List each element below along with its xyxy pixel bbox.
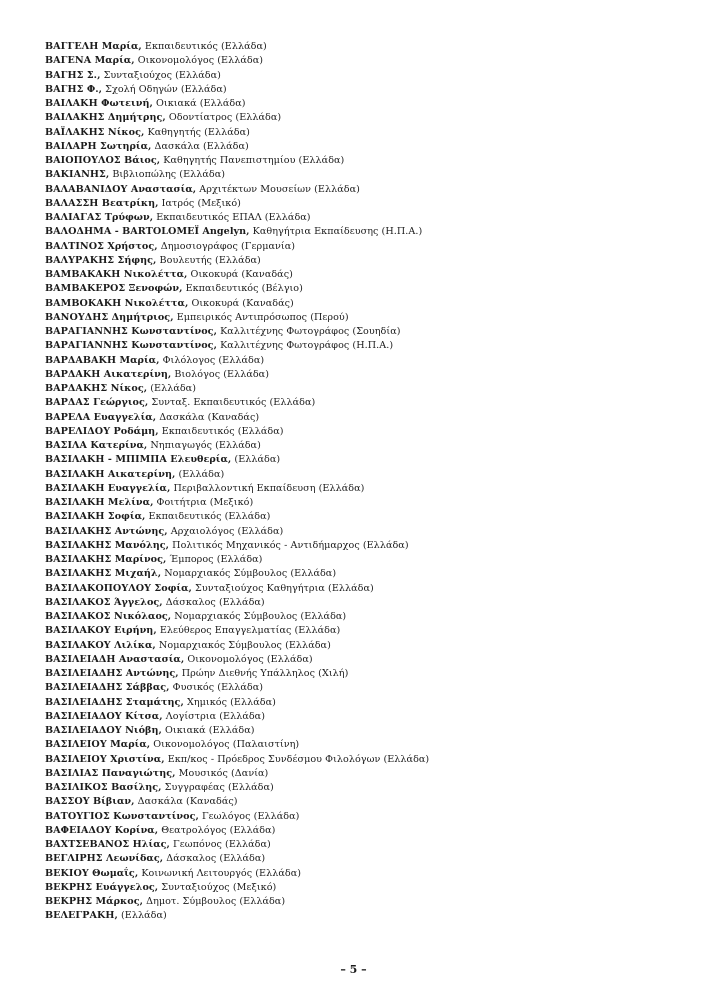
- entry-name: ΒΑΣΙΛΕΙΑΔΗΣ Αντώνης,: [45, 668, 179, 679]
- list-item: [45, 268, 685, 282]
- entry-info: Νομαρχιακός Σύμβουλος (Ελλάδα): [155, 639, 331, 651]
- entry-info: Οικονομολόγος (Παλαιστίνη): [150, 739, 300, 751]
- entry-name: ΒΑΣΙΛΑΚΗΣ Μανόλης,: [45, 539, 170, 551]
- entry-name: ΒΑΣΙΛΕΙΟΥ Χριστίνα,: [45, 753, 165, 765]
- list-item: [45, 753, 685, 767]
- entry-info: Δημοσιογράφος (Γερμανία): [157, 240, 296, 252]
- entry-info: Σχολή Οδηγών (Ελλάδα): [102, 83, 227, 95]
- entry-info: Οικοκυρά (Καναδάς): [187, 269, 293, 280]
- entry-info: Οικοκυρά (Καναδάς): [188, 297, 294, 309]
- entry-name: ΒΑΣΙΛΕΙΑΔΗΣ Σάββας,: [45, 682, 170, 694]
- entry-info: Λογίστρια (Ελλάδα): [162, 710, 266, 722]
- entry-name: ΒΕΚΡΗΣ Ευάγγελος,: [45, 881, 159, 893]
- list-item: [45, 610, 685, 624]
- entry-info: (Ελλάδα): [175, 468, 225, 480]
- entry-name: ΒΑΣΙΛΑΚΟΣ Άγγελος,: [45, 596, 163, 608]
- entry-name: ΒΑΛΑΣΣΗ Βεατρίκη,: [45, 197, 159, 209]
- entry-name: ΒΑΣΙΛΑΚΗΣ Αντώνης,: [45, 525, 168, 537]
- entry-info: Βουλευτής (Ελλάδα): [156, 254, 261, 266]
- entry-name: ΒΕΚΡΗΣ Μάρκος,: [45, 896, 144, 907]
- entry-info: Εμπειρικός Αντιπρόσωπος (Περού): [173, 311, 349, 323]
- entry-name: ΒΑΣΙΛΑΚΗ Μελίνα,: [45, 497, 154, 508]
- list-item: [45, 795, 685, 809]
- list-item: [45, 54, 685, 68]
- entry-name: ΒΑΜΒΑΚΕΡΟΣ Ξενοφών,: [45, 283, 183, 295]
- list-item: [45, 724, 685, 738]
- list-item: [45, 197, 685, 211]
- entry-info: Εκπαιδευτικός (Ελλάδα): [158, 425, 284, 437]
- list-item: [45, 40, 685, 54]
- list-item: [45, 311, 685, 325]
- entry-name: ΒΑΙΛΑΚΗ Φωτεινή,: [45, 98, 153, 109]
- list-item: [45, 738, 685, 752]
- entry-name: ΒΑΛΑΒΑΝΙΔΟΥ Αναστασία,: [45, 183, 197, 195]
- entry-name: ΒΑΝΟΥΔΗΣ Δημήτριος,: [45, 311, 174, 323]
- entry-name: ΒΑΡΔΑΣ Γεώργιος,: [45, 397, 149, 409]
- list-item: [45, 69, 685, 83]
- entry-name: ΒΑΣΙΛΕΙΑΔΟΥ Κίτσα,: [45, 710, 163, 722]
- list-item: [45, 895, 685, 909]
- entry-info: (Ελλάδα): [147, 383, 197, 394]
- list-item: [45, 867, 685, 881]
- entry-name: ΒΑΓΓΕΛΗ Μαρία,: [45, 41, 142, 52]
- entry-info: Νομαρχιακός Σύμβουλος (Ελλάδα): [161, 568, 337, 580]
- entry-info: Εκπαιδευτικός ΕΠΑΛ (Ελλάδα): [153, 212, 311, 223]
- entry-info: Εκπαιδευτικός (Βέλγιο): [182, 283, 303, 295]
- list-item: [45, 240, 685, 254]
- entry-name: ΒΑΡΔΑΒΑΚΗ Μαρία,: [45, 354, 160, 366]
- list-item: [45, 510, 685, 524]
- entry-name: ΒΑΡΔΑΚΗΣ Νίκος,: [45, 383, 148, 394]
- entry-info: Γεωπόνος (Ελλάδα): [169, 839, 271, 850]
- entry-info: Καθηγητής (Ελλάδα): [144, 126, 250, 138]
- list-item: [45, 567, 685, 581]
- list-item: [45, 582, 685, 596]
- entry-name: ΒΑΣΙΛΑΚΟΣ Νικόλαος,: [45, 611, 172, 622]
- entry-info: Συνταξ. Εκπαιδευτικός (Ελλάδα): [148, 397, 316, 409]
- entry-name: ΒΑΣΙΛΑ Κατερίνα,: [45, 440, 148, 451]
- list-item: [45, 339, 685, 353]
- entry-info: Χημικός (Ελλάδα): [183, 696, 276, 708]
- list-item: [45, 810, 685, 824]
- entry-info: Δημοτ. Σύμβουλος (Ελλάδα): [143, 896, 286, 907]
- list-item: [45, 382, 685, 396]
- entry-info: Πολιτικός Μηχανικός - Αντιδήμαρχος (Ελλάδα): [169, 539, 409, 551]
- entry-info: Δασκάλα (Καναδάς): [156, 411, 260, 423]
- list-item: [45, 624, 685, 638]
- entry-name: ΒΑΣΙΛΑΚΗ Σοφία,: [45, 511, 146, 523]
- entry-info: Δάσκαλος (Ελλάδα): [163, 853, 266, 865]
- list-item: [45, 881, 685, 895]
- list-item: [45, 596, 685, 610]
- list-item: [45, 482, 685, 496]
- list-item: [45, 97, 685, 111]
- list-item: [45, 824, 685, 838]
- entry-name: ΒΑΣΙΛΑΚΗ Ευαγγελία,: [45, 482, 171, 494]
- entry-info: Οικονομολόγος (Ελλάδα): [134, 55, 264, 67]
- entry-info: Δασκάλα (Ελλάδα): [151, 140, 249, 152]
- list-item: [45, 653, 685, 667]
- list-item: [45, 710, 685, 724]
- entry-name: ΒΑΡΑΓΙΑΝΝΗΣ Κωνσταντίνος,: [45, 326, 217, 337]
- entry-info: Εκπαιδευτικός (Ελλάδα): [145, 511, 271, 523]
- list-item: [45, 282, 685, 296]
- entry-name: ΒΑΙΟΠΟΥΛΟΣ Βάιος,: [45, 155, 161, 166]
- list-item: [45, 496, 685, 510]
- entry-name: ΒΑΣΙΛΑΚΗΣ Μαρίνος,: [45, 554, 167, 565]
- entry-name: ΒΑΣΙΛΑΚΗ Αικατερίνη,: [45, 468, 176, 480]
- entry-name: ΒΑΜΒΟΚΑΚΗ Νικολέττα,: [45, 297, 189, 309]
- list-item: [45, 781, 685, 795]
- entry-name: ΒΑΣΙΛΙΚΟΣ Βασίλης,: [45, 782, 162, 793]
- entry-name: ΒΑΣΙΛΑΚΟΥ Ειρήνη,: [45, 625, 157, 637]
- entry-name: ΒΑΛΥΡΑΚΗΣ Σήφης,: [45, 254, 157, 266]
- entry-info: Βιβλιοπώλης (Ελλάδα): [109, 169, 226, 181]
- list-item: [45, 126, 685, 140]
- list-item: [45, 83, 685, 97]
- entry-name: ΒΑΓΗΣ Σ.,: [45, 69, 101, 81]
- list-item: [45, 368, 685, 382]
- list-item: [45, 396, 685, 410]
- list-item: [45, 168, 685, 182]
- list-item: [45, 696, 685, 710]
- entry-info: Συνταξιούχος Καθηγήτρια (Ελλάδα): [191, 582, 374, 594]
- entry-info: Συγγραφέας (Ελλάδα): [161, 782, 274, 793]
- entry-name: ΒΑΚΙΑΝΗΣ,: [45, 169, 110, 181]
- entry-name: ΒΑΡΑΓΙΑΝΝΗΣ Κωνσταντίνος,: [45, 340, 217, 352]
- entry-info: Κοινωνική Λειτουργός (Ελλάδα): [138, 867, 302, 879]
- list-item: [45, 667, 685, 681]
- list-item: [45, 211, 685, 225]
- entry-name: ΒΑΛΤΙΝΟΣ Χρήστος,: [45, 240, 158, 252]
- entry-info: Γεωλόγος (Ελλάδα): [198, 810, 300, 822]
- list-item: [45, 681, 685, 695]
- entry-name: ΒΕΓΛΙΡΗΣ Λεωνίδας,: [45, 853, 164, 865]
- entry-name: ΒΑΛΟΔΗΜΑ - BARTOLOMEÏ Angelyn,: [45, 226, 250, 238]
- entry-info: Καθηγήτρια Εκπαίδευσης (Η.Π.Α.): [249, 226, 423, 238]
- list-item: [45, 539, 685, 553]
- entry-info: Μουσικός (Δανία): [175, 767, 269, 779]
- entry-name: ΒΑΣΙΛΑΚΟΥ Λιλίκα,: [45, 639, 156, 651]
- entry-info: Συνταξιούχος (Μεξικό): [158, 881, 277, 893]
- entry-name: ΒΑΣΙΛΑΚΗΣ Μιχαήλ,: [45, 568, 162, 580]
- entry-name: ΒΑΣΙΛΕΙΑΔΗ Αναστασία,: [45, 653, 185, 665]
- entry-name: ΒΑΧΤΣΕΒΑΝΟΣ Ηλίας,: [45, 839, 170, 850]
- list-item: [45, 453, 685, 467]
- entry-info: Αρχαιολόγος (Ελλάδα): [167, 525, 284, 537]
- entry-info: Αρχιτέκτων Μουσείων (Ελλάδα): [196, 183, 360, 195]
- entry-info: Καλλιτέχνης Φωτογράφος (Η.Π.Α.): [216, 340, 394, 352]
- entry-info: Συνταξιούχος (Ελλάδα): [100, 69, 221, 81]
- entry-info: Φιλόλογος (Ελλάδα): [159, 354, 265, 366]
- list-item: [45, 254, 685, 268]
- list-item: [45, 425, 685, 439]
- list-item: [45, 909, 685, 923]
- list-item: [45, 411, 685, 425]
- entry-info: Δασκάλα (Καναδάς): [134, 796, 238, 808]
- entry-name: ΒΑΡΕΛΑ Ευαγγελία,: [45, 411, 157, 423]
- list-item: [45, 297, 685, 311]
- list-item: [45, 225, 685, 239]
- entry-info: Οικιακά (Ελλάδα): [152, 98, 246, 109]
- entry-info: Εκπαιδευτικός (Ελλάδα): [141, 41, 267, 52]
- list-item: [45, 553, 685, 567]
- entry-info: Ελεύθερος Επαγγελματίας (Ελλάδα): [156, 625, 341, 637]
- entry-name: ΒΑΪΛΑΚΗΣ Νίκος,: [45, 126, 145, 138]
- entry-info: Οδοντίατρος (Ελλάδα): [165, 112, 282, 124]
- entry-name: ΒΑΡΕΛΙΔΟΥ Ροδάμη,: [45, 425, 159, 437]
- entry-name: ΒΑΣΙΛΑΚΗ - ΜΠΙΜΠΑ Ελευθερία,: [45, 454, 232, 466]
- entry-name: ΒΑΣΙΛΕΙΟΥ Μαρία,: [45, 739, 151, 751]
- entry-name: ΒΑΓΕΝΑ Μαρία,: [45, 55, 135, 67]
- list-item: [45, 639, 685, 653]
- entry-name: ΒΑΜΒΑΚΑΚΗ Νικολέττα,: [45, 269, 188, 280]
- entry-info: Οικονομολόγος (Ελλάδα): [184, 653, 313, 665]
- entry-name: ΒΑΦΕΙΑΔΟΥ Κορίνα,: [45, 824, 159, 836]
- entry-info: Περιβαλλοντική Εκπαίδευση (Ελλάδα): [170, 482, 365, 494]
- entry-name: ΒΑΤΟΥΓΙΟΣ Κωνσταντίνος,: [45, 810, 199, 822]
- entry-info: Καλλιτέχνης Φωτογράφος (Σουηδία): [216, 326, 401, 337]
- page-number: – 5 –: [340, 963, 367, 976]
- entry-name: ΒΕΚΙΟΥ Θωμαΐς,: [45, 867, 139, 879]
- entry-info: Έμπορος (Ελλάδα): [166, 554, 263, 565]
- entry-info: Φυσικός (Ελλάδα): [169, 682, 264, 694]
- list-item: [45, 183, 685, 197]
- list-item: [45, 154, 685, 168]
- entry-info: Νηπιαγωγός (Ελλάδα): [147, 440, 261, 451]
- entry-name: ΒΑΣΙΛΕΙΑΔΗΣ Σταμάτης,: [45, 696, 184, 708]
- entry-name: ΒΑΡΔΑΚΗ Αικατερίνη,: [45, 368, 172, 380]
- entry-name: ΒΕΛΕΓΡΑΚΗ,: [45, 910, 118, 922]
- list-item: [45, 439, 685, 453]
- entry-list: [45, 40, 685, 924]
- list-item: [45, 140, 685, 154]
- entry-info: (Ελλάδα): [231, 454, 281, 466]
- entry-name: ΒΑΣΙΛΕΙΑΔΟΥ Νιόβη,: [45, 725, 162, 736]
- list-item: [45, 325, 685, 339]
- entry-name: ΒΑΙΛΑΚΗΣ Δημήτρης,: [45, 112, 166, 124]
- entry-info: Βιολόγος (Ελλάδα): [171, 368, 270, 380]
- list-item: [45, 852, 685, 866]
- entry-name: ΒΑΓΗΣ Φ.,: [45, 83, 103, 95]
- list-item: [45, 468, 685, 482]
- list-item: [45, 111, 685, 125]
- entry-info: (Ελλάδα): [117, 910, 167, 922]
- entry-name: ΒΑΣΣΟΥ Βίβιαν,: [45, 796, 135, 808]
- entry-info: Δάσκαλος (Ελλάδα): [162, 596, 265, 608]
- entry-name: ΒΑΛΙΑΓΑΣ Τρύφων,: [45, 212, 154, 223]
- entry-info: Πρώην Διεθνής Υπάλληλος (Χιλή): [178, 668, 349, 679]
- entry-info: Νομαρχιακός Σύμβουλος (Ελλάδα): [171, 611, 347, 622]
- entry-info: Καθηγητής Πανεπιστημίου (Ελλάδα): [160, 155, 345, 166]
- entry-name: ΒΑΣΙΛΙΑΣ Παναγιώτης,: [45, 767, 176, 779]
- entry-name: ΒΑΣΙΛΑΚΟΠΟΥΛΟΥ Σοφία,: [45, 582, 192, 594]
- list-item: [45, 767, 685, 781]
- entry-info: Οικιακά (Ελλάδα): [161, 725, 255, 736]
- list-item: [45, 354, 685, 368]
- entry-info: Θεατρολόγος (Ελλάδα): [158, 824, 276, 836]
- entry-info: Φοιτήτρια (Μεξικό): [153, 497, 254, 508]
- entry-info: Ιατρός (Μεξικό): [158, 197, 241, 209]
- entry-info: Εκπ/κος - Πρόεδρος Συνδέσμου Φιλολόγων (Ελλάδα): [164, 753, 430, 765]
- list-item: [45, 838, 685, 852]
- entry-name: ΒΑΙΛΑΡΗ Σωτηρία,: [45, 140, 152, 152]
- list-item: [45, 525, 685, 539]
